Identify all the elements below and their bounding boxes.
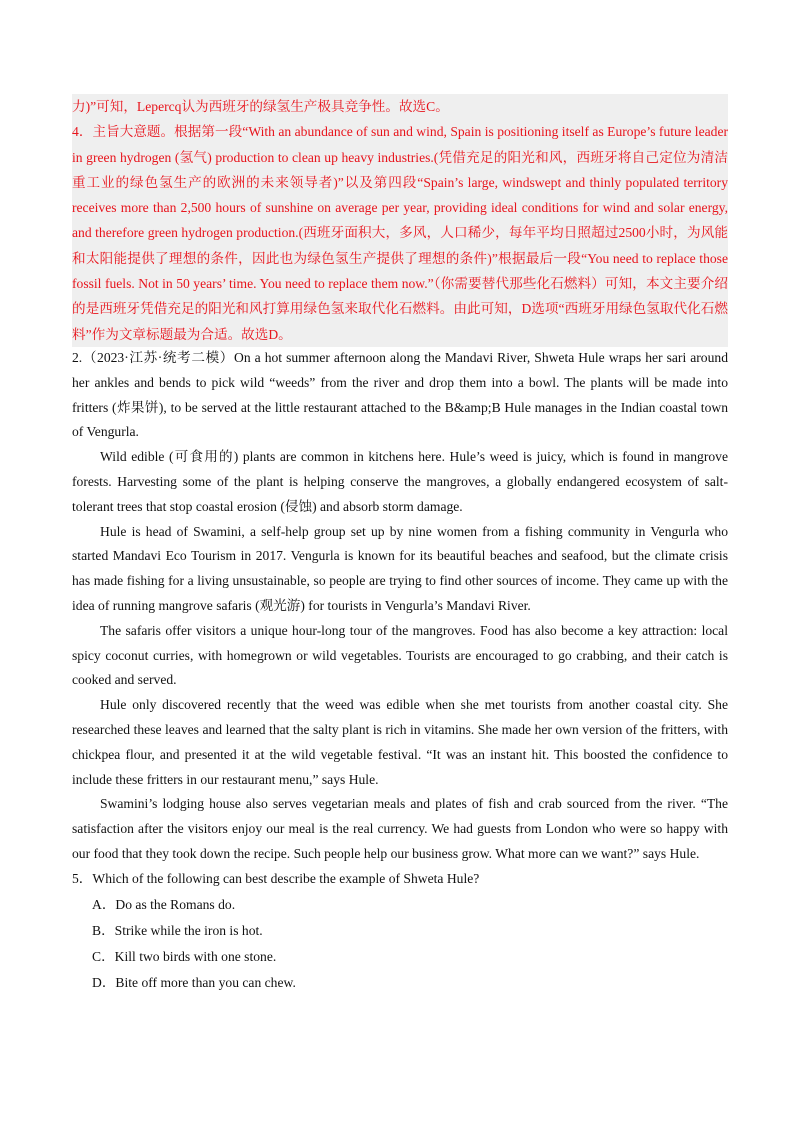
answer-item4-explanation: 4．主旨大意题。根据第一段“With an abundance of sun and wind, Spain is positioning itself as Europe’s future leader in green hydrogen (氢气) production to clean up heavy industries.(凭借充足的阳光和风，西班牙将自己定位为清洁重工业的绿色氢生产的欧洲的未来领导者)”以及第四段“Spain’s large, windswept and thinly populated territory receives more than 2,500 hours of sunshine on average per year, providing ideal conditions for wind and solar energy, and therefore green hydrogen production.(西班牙面积大，多风，人口稀少，每年平均日照超过2500小时，为风能和太阳能提供了理想的条件，因此也为绿色氢生产提供了理想的条件)”根据最后一段“You need to replace those fossil fuels. Not in 50 years’ time. You need to replace them now.”（你需要替代那些化石燃料）可知，本文主要介绍的是西班牙凭借充足的阳光和风打算用绿色氢来取代化石燃料。由此可知，D选项“西班牙用绿色氢取代化石燃料”作为文章标题最为合适。故选D。 xyxy=(72,124,728,342)
passage-paragraph-6: Swamini’s lodging house also serves vegetarian meals and plates of fish and crab sourced from the river. “The satisfaction after the visitors enjoy our meal is the real currency. We had guests from London who were so happy with our food that they took down the recipe. Such people help our business grow. What more can we want?” says Hule. xyxy=(72,796,728,861)
option-b: B．Strike while the iron is hot. xyxy=(92,922,263,938)
passage-paragraph-3: Hule is head of Swamini, a self-help group set up by nine women from a fishing community in Vengurla who started Mandavi Eco Tourism in 2017. Vengurla is known for its beautiful beaches and seafood, but the climate crisis has made fishing for a living unsustainable, so people are trying to find other sources of income. They came up with the idea of running mangrove safaris (观光游) for tourists in Vengurla’s Mandavi River. xyxy=(72,523,728,613)
answer-explanation-box xyxy=(72,94,728,347)
question-passage-section xyxy=(72,346,728,996)
passage-paragraph-5: Hule only discovered recently that the weed was edible when she met tourists from another coastal city. She researched these leaves and learned that the salty plant is rich in vitamins. She made her own version of the fritters, with chickpea flour, and presented it at the wild vegetable festival. “It was an instant hit. This boosted the confidence to include these fritters in our restaurant menu,” says Hule. xyxy=(72,697,728,787)
option-d: D．Bite off more than you can chew. xyxy=(92,974,296,990)
question-5-options xyxy=(72,892,728,996)
question-5-stem: 5．Which of the following can best describe the example of Shweta Hule? xyxy=(72,870,480,886)
option-a: A．Do as the Romans do. xyxy=(92,896,236,912)
passage-paragraph-2: Wild edible (可食用的) plants are common in kitchens here. Hule’s weed is juicy, which is found in mangrove forests. Harvesting some of the plant is helping conserve the mangroves, a globally endangered ecosystem of salt-tolerant trees that stop coastal erosion (侵蚀) and absorb storm damage. xyxy=(72,449,728,514)
passage-intro-paragraph: 2.（2023·江苏·统考二模）On a hot summer afternoon along the Mandavi River, Shweta Hule wraps her sari around her ankles and bends to pick wild “weeds” from the river and drop them into a bowl. The plants will be made into fritters (炸果饼), to be served at the little restaurant attached to the B&amp;B Hule manages in the Indian coastal town of Vengurla. xyxy=(72,350,728,440)
answer-line-item3-end: 力)”可知，Lepercq认为西班牙的绿氢生产极具竞争性。故选C。 xyxy=(72,99,449,114)
passage-paragraph-4: The safaris offer visitors a unique hour-long tour of the mangroves. Food has also become a key attraction: local spicy coconut curries, with homegrown or wild vegetables. Tourists are encouraged to go crabbing, and their catch is cooked and served. xyxy=(72,622,728,688)
option-c: C．Kill two birds with one stone. xyxy=(92,948,277,964)
